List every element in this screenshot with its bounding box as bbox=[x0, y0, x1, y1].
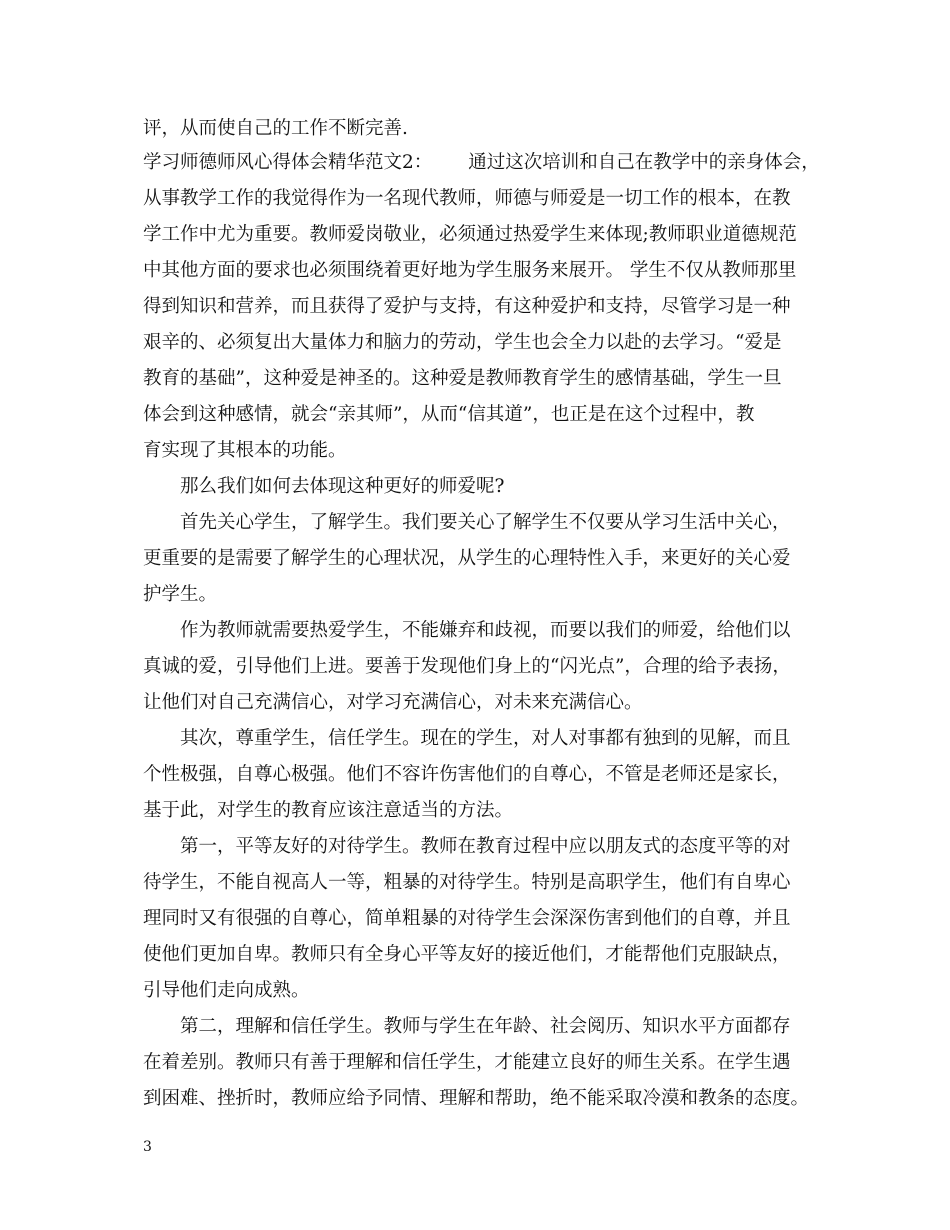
page-number: 3 bbox=[143, 1139, 152, 1155]
text-line: 让他们对自己充满信心，对学习充满信心，对未来充满信心。 bbox=[143, 692, 643, 713]
text-line: 在着差别。教师只有善于理解和信任学生，才能建立良好的师生关系。在学生遇 bbox=[143, 1052, 791, 1073]
text-line: 护学生。 bbox=[143, 584, 218, 605]
paragraph-start: 其次，尊重学生，信任学生。现在的学生，对人对事都有独到的见解，而且 bbox=[180, 728, 791, 749]
text-line bbox=[143, 152, 820, 174]
paragraph-start: 作为教师就需要热爱学生，不能嫌弃和歧视，而要以我们的师爱，给他们以 bbox=[180, 620, 791, 641]
paragraph-start: 那么我们如何去体现这种更好的师爱呢? bbox=[180, 476, 505, 497]
text-line: 艰辛的、必须复出大量体力和脑力的劳动，学生也会全力以赴的去学习。“爱是 bbox=[143, 332, 782, 353]
text-line: 从事教学工作的我觉得作为一名现代教师，师德与师爱是一切工作的根本，在教 bbox=[143, 188, 791, 209]
text-line: 学工作中尤为重要。教师爱岗敬业，必须通过热爱学生来体现;教师职业道德规范 bbox=[143, 224, 797, 245]
paragraph-start: 第二，理解和信任学生。教师与学生在年龄、社会阅历、知识水平方面都存 bbox=[180, 1016, 791, 1037]
text-line: 真诚的爱，引导他们上进。要善于发现他们身上的“闪光点”，合理的给予表扬， bbox=[143, 656, 791, 677]
text-line: 基于此，对学生的教育应该注意适当的方法。 bbox=[143, 800, 514, 821]
text-line: 体会到这种感情，就会“亲其师”，从而“信其道”，也正是在这个过程中，教 bbox=[143, 404, 755, 425]
text-line: 个性极强，自尊心极强。他们不容许伤害他们的自尊心，不管是老师还是家长， bbox=[143, 764, 791, 785]
section-title: 学习师德师风心得体会精华范文2： bbox=[143, 152, 433, 173]
text-line: 待学生，不能自视高人一等，粗暴的对待学生。特别是高职学生，他们有自卑心 bbox=[143, 872, 791, 893]
text-line: 得到知识和营养，而且获得了爱护与支持，有这种爱护和支持，尽管学习是一种 bbox=[143, 296, 791, 317]
text-line: 中其他方面的要求也必须围绕着更好地为学生服务来展开。 学生不仅从教师那里 bbox=[143, 260, 797, 281]
text-line: 更重要的是需要了解学生的心理状况，从学生的心理特性入手，来更好的关心爱 bbox=[143, 548, 791, 569]
text-line: 育实现了其根本的功能。 bbox=[143, 440, 347, 461]
text-line: 使他们更加自卑。教师只有全身心平等友好的接近他们，才能帮他们克服缺点， bbox=[143, 944, 791, 965]
text-line: 引导他们走向成熟。 bbox=[143, 980, 310, 1001]
paragraph-start: 首先关心学生，了解学生。我们要关心了解学生不仅要从学习生活中关心， bbox=[180, 512, 791, 533]
text-line: 评，从而使自己的工作不断完善. bbox=[143, 118, 408, 139]
text-line: 理同时又有很强的自尊心，简单粗暴的对待学生会深深伤害到他们的自尊，并且 bbox=[143, 908, 791, 929]
paragraph-start: 第一，平等友好的对待学生。教师在教育过程中应以朋友式的态度平等的对 bbox=[180, 836, 791, 857]
text-line: 通过这次培训和自己在教学中的亲身体会， bbox=[468, 152, 820, 173]
text-line: 到困难、挫折时，教师应给予同情、理解和帮助，绝不能采取冷漠和教条的态度。 bbox=[143, 1088, 810, 1109]
text-line: 教育的基础”，这种爱是神圣的。这种爱是教师教育学生的感情基础，学生一旦 bbox=[143, 368, 782, 389]
